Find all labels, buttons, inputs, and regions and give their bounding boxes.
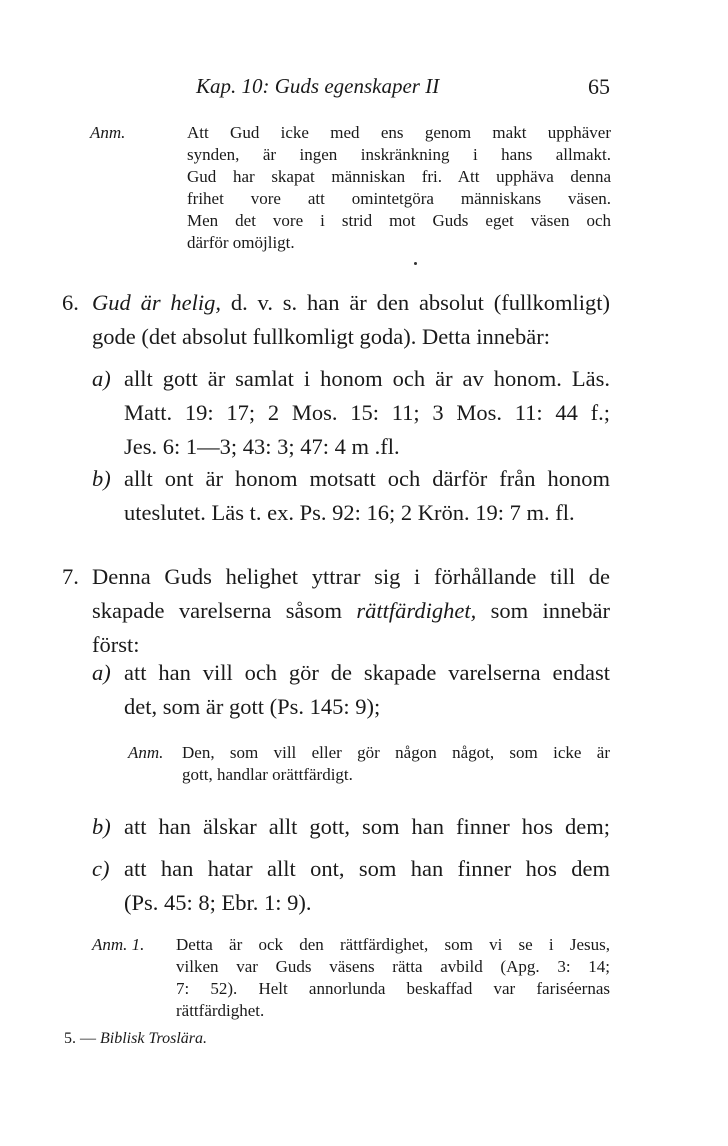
section-6-item-b-line: uteslutet. Läs t. ex. Ps. 92: 16; 2 Krön. 19: 7 m. fl. [124, 500, 575, 525]
section-6-item-a-line: allt gott är samlat i honom och är av honom. Läs. [124, 366, 610, 391]
section-6-item-a-text [124, 362, 610, 464]
section-7-term: rättfärdighet, [356, 598, 477, 623]
anm-top-line: Gud har skapat människan fri. Att upphäva denna [187, 167, 611, 186]
section-7-item-b-text [124, 810, 610, 844]
section-7-anm-line: Den, som vill eller gör någon något, som icke är [182, 743, 610, 762]
footer-dash: — [80, 1030, 96, 1047]
section-6-line2: gode (det absolut fullkomligt goda). Detta innebär: [92, 324, 551, 349]
section-6-item-b-label: b) [92, 466, 111, 491]
section-7-anm-label: Anm. [128, 743, 164, 762]
running-header-title: Kap. 10: Guds egenskaper II [196, 74, 440, 98]
section-6-item-b-text [124, 462, 610, 530]
anm-top-line: synden, är ingen inskränkning i hans allmakt. [187, 145, 611, 164]
section-7-item-c-label: c) [92, 856, 110, 881]
section-7-anm1-line: 7: 52). Helt annorlunda beskaffad var fariséernas [176, 979, 610, 998]
section-7-anm1-text [176, 934, 610, 1022]
section-7-anm1-line: rättfärdighet. [176, 1001, 265, 1020]
section-6-item-a-line: Jes. 6: 1—3; 43: 3; 47: 4 m .fl. [124, 434, 400, 459]
anm-top-line: Att Gud icke med ens genom makt upphäver [187, 123, 611, 142]
section-6-item-b-line: allt ont är honom motsatt och därför från honom [124, 466, 610, 491]
section-6-line1-rest: d. v. s. han är den absolut (fullkomligt) [230, 290, 610, 315]
anm-top-label: Anm. [90, 123, 126, 142]
section-7-anm1-line: Detta är ock den rättfärdighet, som vi se i Jesus, [176, 935, 610, 954]
section-6-title: Gud är helig, [92, 290, 222, 315]
section-7-item-c-line: att han hatar allt ont, som han finner hos dem [124, 856, 610, 881]
section-7-item-b-label: b) [92, 814, 111, 839]
signature-mark: 5. [64, 1030, 76, 1047]
stray-dot [414, 262, 417, 265]
section-7-item-a-line: att han vill och gör de skapade varelserna endast [124, 660, 610, 685]
section-7-item-a-line: det, som är gott (Ps. 145: 9); [124, 694, 381, 719]
section-7-text [92, 560, 610, 662]
section-6-item-a-line: Matt. 19: 17; 2 Mos. 15: 11; 3 Mos. 11: 44 f.; [124, 400, 610, 425]
section-7-line1: Denna Guds helighet yttrar sig i förhållande till de [92, 564, 610, 589]
anm-top-line: därför omöjligt. [187, 233, 295, 252]
section-6-number: 6. [62, 290, 79, 315]
section-7-anm1-line: vilken var Guds väsens rätta avbild (Apg. 3: 14; [176, 957, 610, 976]
section-7-anm-line: gott, handlar orättfärdigt. [182, 765, 353, 784]
section-7-item-c-line: (Ps. 45: 8; Ebr. 1: 9). [124, 890, 312, 915]
anm-top-line: Men det vore i strid mot Guds eget väsen och [187, 211, 611, 230]
section-7-line2-end: som innebär [490, 598, 611, 623]
section-6-item-a-label: a) [92, 366, 111, 391]
section-6-text [92, 286, 610, 354]
section-7-line2-start: skapade varelserna såsom [92, 598, 342, 623]
anm-top-text [187, 122, 611, 254]
section-7-anm-text [182, 742, 610, 786]
footer-signature [64, 1030, 207, 1048]
footer-book-title: Biblisk Troslära. [100, 1030, 207, 1047]
section-7-item-a-label: a) [92, 660, 111, 685]
section-7-item-b-line: att han älskar allt gott, som han finner hos dem; [124, 814, 610, 839]
page-number: 65 [588, 74, 610, 99]
section-7-number: 7. [62, 564, 79, 589]
section-7-line3: först: [92, 632, 140, 657]
section-7-item-a-text [124, 656, 610, 724]
anm-top-line: frihet vore att omintetgöra människans väsen. [187, 189, 611, 208]
section-7-item-c-text [124, 852, 610, 920]
section-7-anm1-label: Anm. 1. [92, 935, 145, 954]
